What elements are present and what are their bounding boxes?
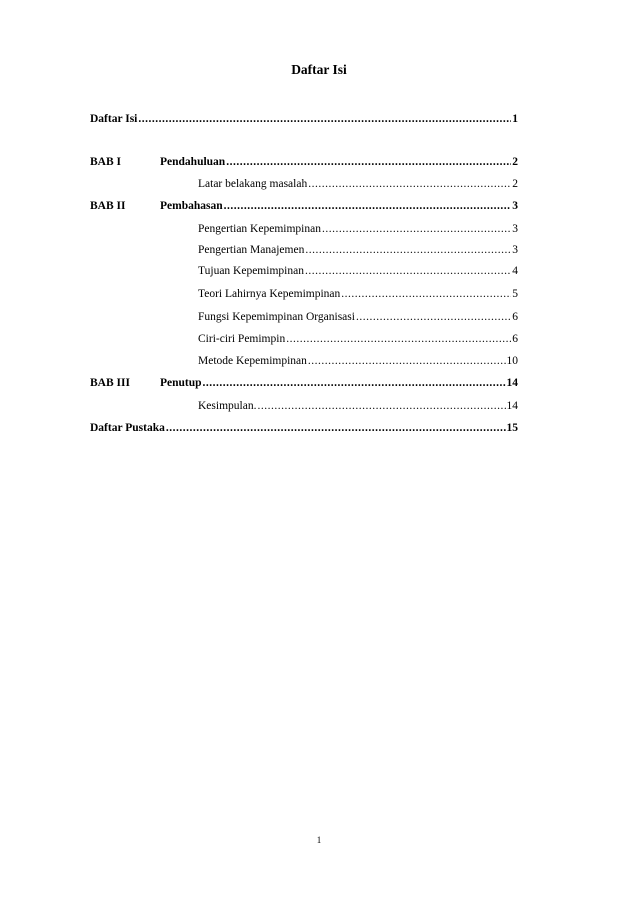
- toc-entry-bab-3[interactable]: [90, 376, 518, 390]
- page-title: Daftar Isi: [291, 62, 347, 77]
- dot-leader: [224, 199, 512, 213]
- toc-page-number: 1: [512, 113, 518, 125]
- toc-page-number: 14: [506, 377, 518, 389]
- dot-leader: [341, 287, 511, 301]
- dot-leader: [166, 421, 506, 435]
- toc-entry-text: Metode Kepemimpinan: [198, 355, 307, 367]
- toc-entry-teori-lahirnya[interactable]: [198, 287, 518, 301]
- toc-entry-text: Latar belakang masalah: [198, 178, 308, 190]
- toc-page-number: 6: [512, 333, 518, 345]
- dot-leader: [356, 310, 511, 324]
- toc-entry-text: Kesimpulan.: [198, 400, 257, 412]
- chapter-label: BAB III: [90, 377, 130, 389]
- toc-page-number: 3: [512, 244, 518, 256]
- dot-leader: [138, 112, 511, 126]
- toc-page-number: 15: [506, 422, 518, 434]
- toc-entry-tujuan-kepemimpinan[interactable]: [198, 264, 518, 278]
- toc-entry-text: Fungsi Kepemimpinan Organisasi: [198, 311, 355, 323]
- toc-entry-text: Penutup: [160, 377, 202, 389]
- toc-entry-kesimpulan[interactable]: [198, 399, 518, 413]
- toc-entry-text: Teori Lahirnya Kepemimpinan: [198, 288, 341, 300]
- toc-entry-text: Tujuan Kepemimpinan: [198, 265, 304, 277]
- toc-entry-text: Ciri-ciri Pemimpin: [198, 333, 286, 345]
- toc-entry-daftar-isi[interactable]: [90, 112, 518, 126]
- dot-leader: [308, 177, 511, 191]
- toc-page-number: 2: [512, 156, 518, 168]
- toc-entry-latar-belakang[interactable]: [198, 177, 518, 191]
- dot-leader: [308, 354, 506, 368]
- dot-leader: [286, 332, 511, 346]
- toc-page-number: 3: [512, 223, 518, 235]
- toc-entry-bab-2[interactable]: [90, 199, 518, 213]
- toc-page-number: 4: [512, 265, 518, 277]
- toc-entry-text: Pengertian Manajemen: [198, 244, 305, 256]
- toc-entry-bab-1[interactable]: [90, 155, 518, 169]
- toc-entry-daftar-pustaka[interactable]: [90, 421, 518, 435]
- toc-entry-text: Daftar Isi: [90, 113, 138, 125]
- dot-leader: [226, 155, 511, 169]
- toc-page-number: 10: [506, 355, 518, 367]
- toc-entry-text: Pendahuluan: [160, 156, 226, 168]
- toc-entry-metode-kepemimpinan[interactable]: [198, 354, 518, 368]
- toc-page-number: 6: [512, 311, 518, 323]
- dot-leader: [305, 264, 511, 278]
- toc-entry-text: Daftar Pustaka: [90, 422, 165, 434]
- footer-page-number: 1: [316, 835, 322, 845]
- toc-entry-pengertian-kepemimpinan[interactable]: [198, 222, 518, 236]
- chapter-label: BAB II: [90, 200, 126, 212]
- toc-page-number: 5: [512, 288, 518, 300]
- toc-entry-text: Pengertian Kepemimpinan: [198, 223, 321, 235]
- toc-entry-fungsi-kepemimpinan[interactable]: [198, 310, 518, 324]
- dot-leader: [257, 399, 505, 413]
- toc-entry-pengertian-manajemen[interactable]: [198, 243, 518, 257]
- dot-leader: [203, 376, 506, 390]
- toc-page-number: 2: [512, 178, 518, 190]
- toc-page-number: 3: [512, 200, 518, 212]
- toc-page-number: 14: [506, 400, 518, 412]
- dot-leader: [305, 243, 511, 257]
- chapter-label: BAB I: [90, 156, 121, 168]
- toc-entry-text: Pembahasan: [160, 200, 223, 212]
- dot-leader: [322, 222, 511, 236]
- toc-entry-ciri-ciri-pemimpin[interactable]: [198, 332, 518, 346]
